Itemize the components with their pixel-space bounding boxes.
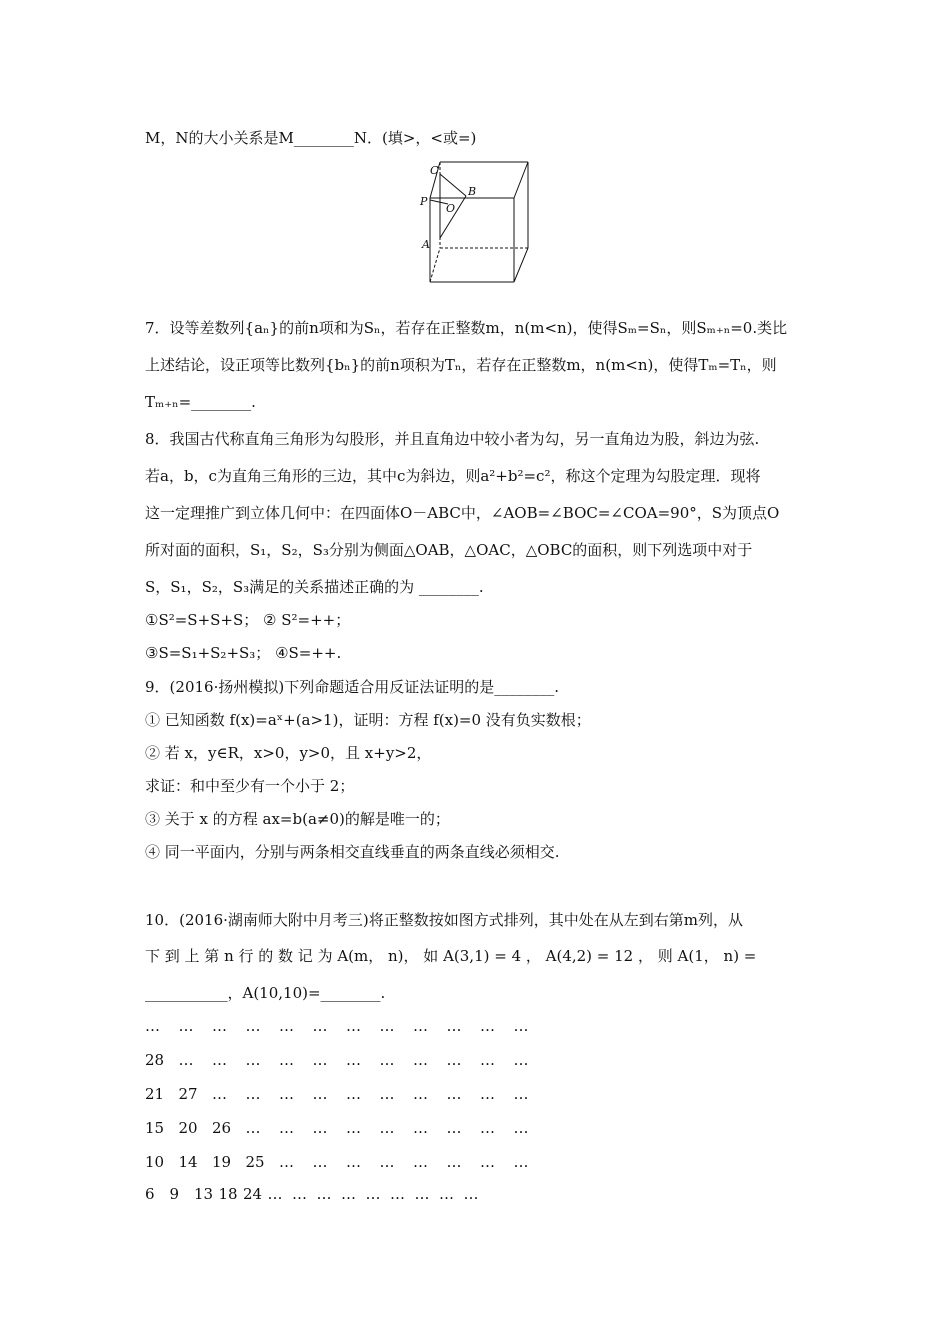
grid-cell: … <box>267 1185 283 1203</box>
grid-cell: … <box>245 1051 261 1069</box>
grid-cell: … <box>245 1119 261 1137</box>
q9-item2: ② 若 x，y∈R，x>0，y>0，且 x+y>2， <box>145 744 432 762</box>
grid-cell: 27 <box>178 1085 198 1103</box>
grid-cell: … <box>446 1085 462 1103</box>
q9-item3: ③ 关于 x 的方程 ax=b(a≠0)的解是唯一的； <box>145 810 450 828</box>
grid-row-2 <box>145 1050 547 1070</box>
q8-line1: 8．我国古代称直角三角形为勾股形，并且直角边中较小者为勾，另一直角边为股，斜边为弦. <box>145 430 760 448</box>
grid-cell: … <box>379 1017 395 1035</box>
grid-cell: … <box>312 1017 328 1035</box>
grid-cell: … <box>463 1185 479 1203</box>
grid-cell: 6 <box>145 1185 155 1203</box>
grid-cell: 10 <box>145 1153 165 1171</box>
grid-cell: 9 <box>169 1185 180 1203</box>
grid-cell: … <box>513 1051 529 1069</box>
grid-cell: … <box>413 1153 428 1171</box>
q8-line4: 所对面的面积，S₁，S₂，S₃分别为侧面△OAB，△OAC，△OBC的面积，则下列选项中对于 <box>145 541 753 559</box>
grid-row-1 <box>145 1016 547 1036</box>
grid-cell: … <box>513 1085 529 1103</box>
grid-cell: … <box>480 1119 495 1137</box>
grid-cell: … <box>390 1185 405 1203</box>
q9-item2b: 求证：和中至少有一个小于 2； <box>145 777 355 795</box>
grid-cell: … <box>245 1017 261 1035</box>
q7-line2: 上述结论，设正项等比数列{bₙ}的前n项积为Tₙ，若存在正整数m，n(m<n)，使得Tₘ=Tₙ，则 <box>145 356 777 374</box>
grid-cell: … <box>439 1185 454 1203</box>
grid-cell: … <box>413 1119 428 1137</box>
label-C: C <box>430 164 439 177</box>
edge <box>514 248 528 282</box>
grid-row-3 <box>145 1084 547 1104</box>
grid-cell: … <box>379 1051 395 1069</box>
q10-line2: 下 到 上 第 n 行 的 数 记 为 A(m， n)， 如 A(3,1) = 4 ， A(4,2) = 12 ， 则 A(1， n) = <box>145 947 757 965</box>
grid-cell: … <box>312 1153 328 1171</box>
grid-cell: … <box>279 1051 294 1069</box>
grid-cell: … <box>480 1051 495 1069</box>
grid-cell: … <box>346 1085 361 1103</box>
grid-row-4 <box>145 1118 547 1138</box>
label-P: P <box>420 195 428 208</box>
q8-line3: 这一定理推广到立体几何中：在四面体O－ABC中，∠AOB=∠BOC=∠COA=90°，S为顶点O <box>145 504 780 522</box>
q6-tail: M，N的大小关系是M________N．(填>，<或=) <box>145 129 477 147</box>
grid-cell: 19 <box>212 1153 232 1171</box>
grid-cell: … <box>312 1051 328 1069</box>
grid-cell: 24 <box>243 1185 263 1203</box>
grid-cell: … <box>292 1185 307 1203</box>
grid-cell: 18 <box>218 1185 238 1203</box>
grid-cell: … <box>346 1051 361 1069</box>
grid-cell: … <box>480 1153 495 1171</box>
grid-cell: … <box>279 1153 294 1171</box>
edge <box>430 248 440 282</box>
grid-cell: … <box>513 1017 529 1035</box>
grid-cell: … <box>346 1017 361 1035</box>
cube-figure <box>418 160 534 288</box>
q8-line2: 若a，b，c为直角三角形的三边，其中c为斜边，则a²+b²=c²，称这个定理为勾股定理．现将 <box>145 467 761 485</box>
q7-line3: Tₘ₊ₙ=________. <box>145 393 256 411</box>
grid-cell: … <box>245 1085 261 1103</box>
grid-cell: … <box>178 1051 194 1069</box>
grid-cell: 14 <box>178 1153 198 1171</box>
grid-cell: … <box>279 1119 294 1137</box>
q9-item1: ① 已知函数 f(x)=aˣ+(a>1)，证明：方程 f(x)=0 没有负实数根； <box>145 711 591 729</box>
grid-cell: 28 <box>145 1051 165 1069</box>
grid-cell: … <box>480 1017 495 1035</box>
grid-cell: 13 <box>194 1185 214 1203</box>
q8-line5: S，S₁，S₂，S₃满足的关系描述正确的为 ________. <box>145 578 484 596</box>
grid-cell: … <box>365 1185 381 1203</box>
grid-cell: … <box>212 1017 227 1035</box>
grid-cell: … <box>446 1153 462 1171</box>
grid-row-5 <box>145 1152 547 1172</box>
label-O: O <box>446 202 456 215</box>
grid-cell: … <box>413 1085 428 1103</box>
q10-line3: ___________，A(10,10)=________. <box>145 984 386 1002</box>
grid-row-6 <box>145 1184 488 1204</box>
grid-cell: 20 <box>178 1119 198 1137</box>
grid-cell: … <box>480 1085 495 1103</box>
q9-item4: ④ 同一平面内，分别与两条相交直线垂直的两条直线必须相交. <box>145 843 560 861</box>
grid-cell: … <box>413 1051 428 1069</box>
grid-cell: … <box>346 1119 361 1137</box>
grid-cell: … <box>513 1153 529 1171</box>
grid-cell: … <box>279 1017 294 1035</box>
grid-cell: … <box>379 1153 395 1171</box>
q8-option-1-2: ①S²=S+S+S； ② S²=++； <box>145 611 351 629</box>
grid-cell: … <box>446 1119 462 1137</box>
grid-cell: 15 <box>145 1119 165 1137</box>
grid-cell: … <box>312 1119 328 1137</box>
grid-cell: … <box>341 1185 356 1203</box>
label-B: B <box>468 185 477 198</box>
grid-cell: … <box>414 1185 430 1203</box>
grid-cell: … <box>379 1119 395 1137</box>
q7-line1: 7．设等差数列{aₙ}的前n项和为Sₙ，若存在正整数m，n(m<n)，使得Sₘ=Sₙ，则Sₘ₊ₙ=0.类比 <box>145 319 788 337</box>
grid-cell: … <box>145 1017 160 1035</box>
grid-cell: 26 <box>212 1119 232 1137</box>
edge <box>514 162 528 198</box>
grid-cell: … <box>279 1085 294 1103</box>
q8-option-3-4: ③S=S₁+S₂+S₃； ④S=++. <box>145 644 342 662</box>
grid-cell: … <box>413 1017 428 1035</box>
grid-cell: … <box>446 1017 462 1035</box>
q10-line1: 10．(2016·湖南师大附中月考三)将正整数按如图方式排列，其中处在从左到右第m列，从 <box>145 911 743 929</box>
label-A: A <box>422 238 430 251</box>
grid-cell: 21 <box>145 1085 165 1103</box>
grid-cell: … <box>446 1051 462 1069</box>
q9-line1: 9．(2016·扬州模拟)下列命题适合用反证法证明的是________. <box>145 678 559 696</box>
grid-cell: … <box>312 1085 328 1103</box>
grid-cell: … <box>346 1153 361 1171</box>
grid-cell: … <box>513 1119 529 1137</box>
grid-cell: … <box>316 1185 332 1203</box>
grid-cell: … <box>212 1085 227 1103</box>
grid-cell: … <box>178 1017 194 1035</box>
grid-cell: 25 <box>245 1153 265 1171</box>
grid-cell: … <box>212 1051 227 1069</box>
grid-cell: … <box>379 1085 395 1103</box>
segment-CB <box>440 174 466 196</box>
